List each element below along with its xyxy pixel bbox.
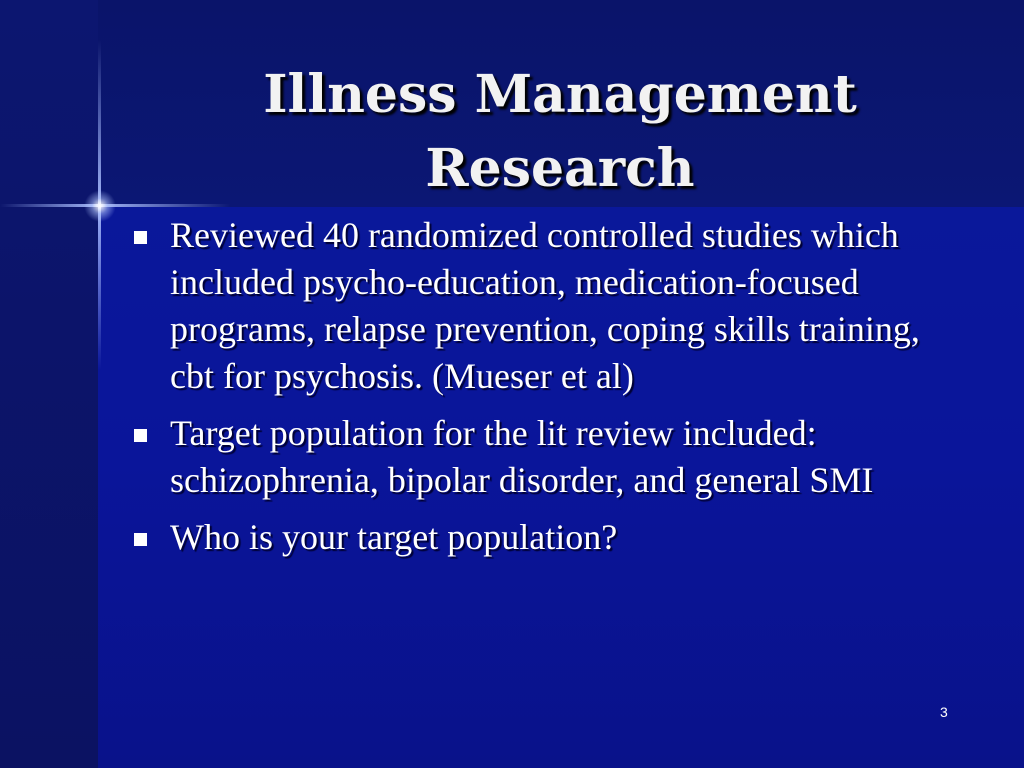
square-bullet-icon (134, 429, 147, 442)
bullet-item (130, 514, 930, 561)
left-band (0, 0, 98, 768)
star-glow-icon (84, 190, 116, 222)
slide-number: 3 (940, 704, 948, 720)
bullet-item (130, 212, 930, 400)
slide-title: Illness Management Research (263, 64, 857, 199)
bullet-text: Target population for the lit review included: schizophrenia, bipolar disorder, and general SMI (170, 413, 874, 500)
bullet-text: Reviewed 40 randomized controlled studies which included psycho-education, medication-focused programs, relapse prevention, coping skills training, cbt for psychosis. (Mueser et al) (170, 215, 920, 396)
bullet-text: Who is your target population? (170, 517, 618, 557)
bullet-item (130, 410, 930, 504)
square-bullet-icon (134, 231, 147, 244)
square-bullet-icon (134, 533, 147, 546)
bullet-list (130, 212, 930, 571)
